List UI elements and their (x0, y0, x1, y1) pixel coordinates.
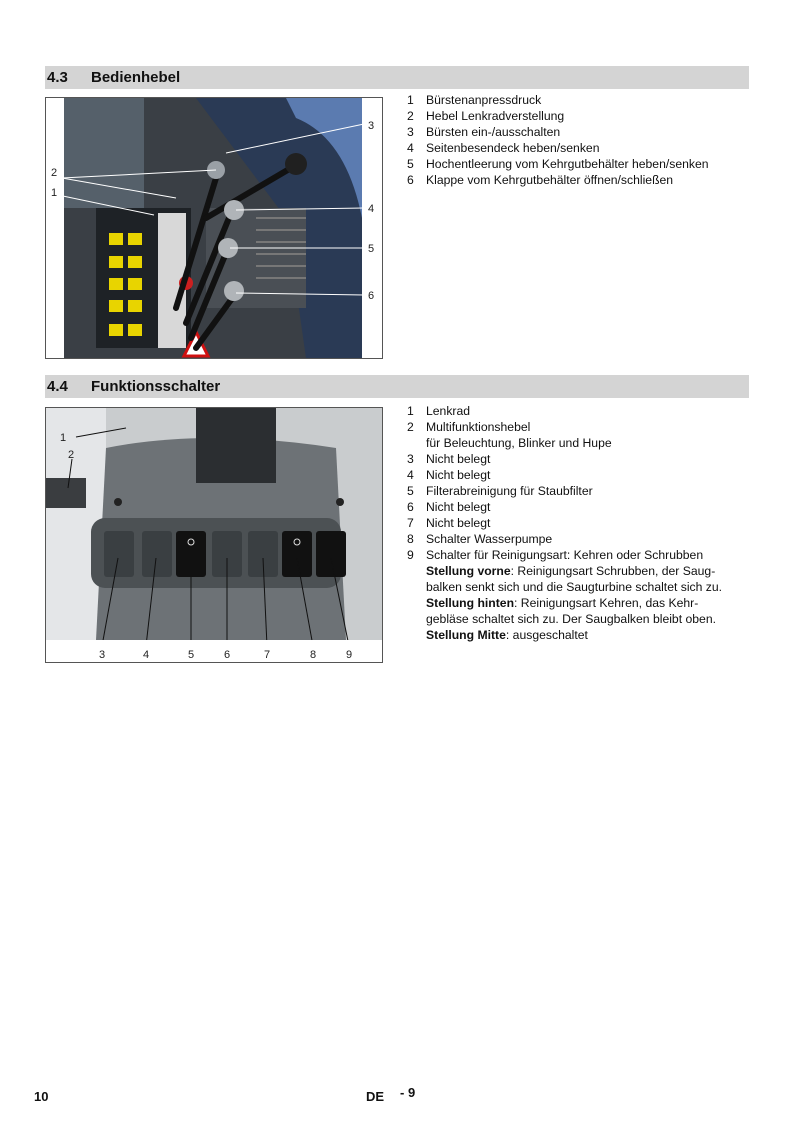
item-text: Multifunktionshebel (426, 420, 531, 434)
item-text: Bürsten ein-/ausschalten (426, 125, 561, 139)
list-item (407, 547, 752, 563)
item-number: 3 (407, 452, 414, 466)
page-reference: - 9 (400, 1085, 416, 1100)
mode-label: Stellung Mitte (426, 628, 506, 642)
section-title: Funktionsschalter (91, 378, 221, 395)
list-item (407, 140, 752, 156)
lever-knob-6 (224, 281, 244, 301)
function-switches-photo (45, 407, 383, 663)
multifunction-lever (46, 478, 86, 508)
item-text: Hochentleerung vom Kehrgutbehälter heben/senken (426, 157, 709, 171)
item-number: 6 (407, 500, 414, 514)
mode-description (407, 627, 752, 643)
item-number: 7 (407, 516, 414, 530)
list-item (407, 419, 752, 435)
steering-column (196, 408, 276, 483)
callout-label: 6 (224, 649, 231, 661)
callout-label: 5 (368, 243, 375, 255)
list-item (407, 156, 752, 172)
section-number: 4.4 (47, 378, 68, 395)
section-heading-4-3 (45, 66, 749, 89)
operating-levers-illustration (46, 98, 382, 358)
item-number: 3 (407, 125, 414, 139)
list-item (407, 515, 752, 531)
callout-label: 2 (51, 167, 58, 179)
item-number: 1 (407, 404, 414, 418)
mode-description (407, 595, 752, 611)
item-text: für Beleuchtung, Blinker und Hupe (426, 436, 612, 450)
callout-label: 2 (68, 449, 75, 461)
mode-description-continued (407, 611, 752, 627)
list-item (407, 92, 752, 108)
section-heading-4-4 (45, 375, 749, 398)
operating-levers-legend (407, 92, 752, 188)
list-item (407, 531, 752, 547)
section-title: Bedienhebel (91, 69, 181, 86)
callout-label: 1 (51, 187, 58, 199)
section-number: 4.3 (47, 69, 68, 86)
item-number: 2 (407, 109, 414, 123)
mode-text: : Reinigungsart Kehren, das Kehr- (514, 596, 699, 610)
callout-label: 5 (188, 649, 195, 661)
item-text: Nicht belegt (426, 500, 491, 514)
item-text: Nicht belegt (426, 452, 491, 466)
item-text: Schalter für Reinigungsart: Kehren oder Schrubben (426, 548, 704, 562)
item-text: Klappe vom Kehrgutbehälter öffnen/schließen (426, 173, 674, 187)
callout-label: 7 (264, 649, 271, 661)
item-text: Bürstenanpressdruck (426, 93, 542, 107)
list-item (407, 172, 752, 188)
callout-label: 6 (368, 290, 375, 302)
item-number: 5 (407, 484, 414, 498)
language-code: DE (366, 1089, 385, 1104)
item-text: Hebel Lenkradverstellung (426, 109, 565, 123)
item-text: Lenkrad (426, 404, 471, 418)
function-switches-legend (407, 403, 752, 643)
mode-description (407, 563, 752, 579)
callout-label: 4 (143, 649, 150, 661)
item-number: 4 (407, 468, 414, 482)
operating-levers-photo (45, 97, 383, 359)
list-item (407, 108, 752, 124)
callout-label: 1 (60, 432, 67, 444)
callout-label: 3 (368, 120, 375, 132)
item-number: 5 (407, 157, 414, 171)
item-number: 4 (407, 141, 414, 155)
item-number: 8 (407, 532, 414, 546)
item-text: Nicht belegt (426, 468, 491, 482)
mode-label: Stellung hinten (426, 596, 515, 610)
callout-label: 4 (368, 203, 375, 215)
lever-knob-2 (285, 153, 307, 175)
mode-text: : Reinigungsart Schrubben, der Saug- (510, 564, 716, 578)
mode-description-continued (407, 579, 752, 595)
mode-label: Stellung vorne (426, 564, 511, 578)
item-number: 9 (407, 548, 414, 562)
item-number: 1 (407, 93, 414, 107)
callout-label: 8 (310, 649, 317, 661)
callout-label: 9 (346, 649, 353, 661)
function-switches-illustration (46, 408, 382, 662)
list-item (407, 403, 752, 419)
list-item (407, 124, 752, 140)
list-item (407, 483, 752, 499)
list-item (407, 499, 752, 515)
mode-text: balken senkt sich und die Saugturbine schaltet sich zu. (426, 580, 723, 594)
list-item (407, 451, 752, 467)
item-text: Seitenbesendeck heben/senken (426, 141, 600, 155)
list-item (407, 467, 752, 483)
item-number: 6 (407, 173, 414, 187)
mode-text: : ausgeschaltet (505, 628, 588, 642)
page-number: 10 (34, 1089, 49, 1104)
mode-text: gebläse schaltet sich zu. Der Saugbalken bleibt oben. (426, 612, 716, 626)
item-text: Filterabreinigung für Staubfilter (426, 484, 593, 498)
item-text: Schalter Wasserpumpe (426, 532, 553, 546)
callout-label: 3 (99, 649, 106, 661)
list-item (407, 435, 752, 451)
item-number: 2 (407, 420, 414, 434)
item-text: Nicht belegt (426, 516, 491, 530)
